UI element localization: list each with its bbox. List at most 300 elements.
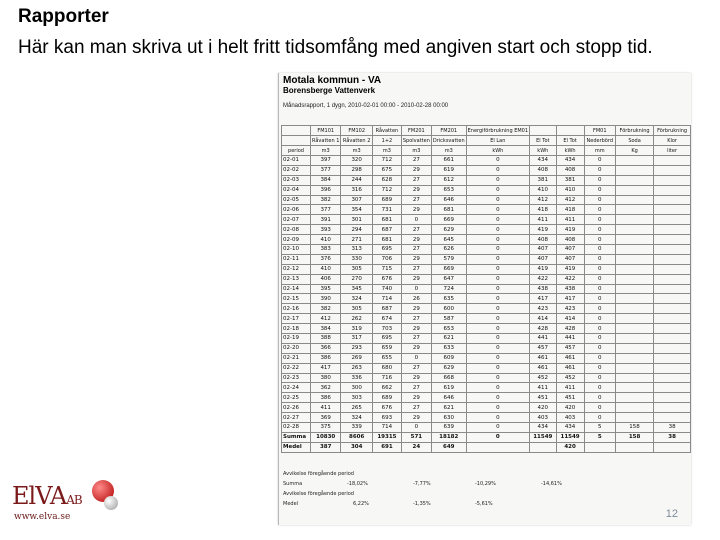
table-cell: 434 xyxy=(556,156,584,166)
table-cell: 408 xyxy=(556,165,584,175)
table-cell: 629 xyxy=(431,225,466,235)
table-cell xyxy=(615,393,653,403)
table-cell: 0 xyxy=(466,235,529,245)
table-cell: 0 xyxy=(466,413,529,423)
page-number: 12 xyxy=(665,508,678,520)
table-cell: 434 xyxy=(530,423,557,433)
table-cell: 381 xyxy=(556,175,584,185)
table-header-row xyxy=(282,136,691,146)
table-cell: 0 xyxy=(584,245,615,255)
table-cell: 600 xyxy=(431,304,466,314)
table-cell: 646 xyxy=(431,393,466,403)
table-cell: 345 xyxy=(341,284,373,294)
table-cell: 298 xyxy=(341,165,373,175)
table-cell: 646 xyxy=(431,195,466,205)
table-cell: 02-01 xyxy=(282,156,311,166)
table-cell xyxy=(615,363,653,373)
table-cell xyxy=(615,215,653,225)
table-cell: 244 xyxy=(341,175,373,185)
table-cell: 434 xyxy=(530,156,557,166)
table-cell: 706 xyxy=(372,254,401,264)
table-cell: 630 xyxy=(431,413,466,423)
table-cell xyxy=(615,225,653,235)
table-row xyxy=(282,156,691,166)
table-header-cell: Råvatten 2 xyxy=(341,136,373,146)
table-cell: 687 xyxy=(372,304,401,314)
table-cell xyxy=(654,373,691,383)
table-cell: 0 xyxy=(584,235,615,245)
table-cell xyxy=(615,274,653,284)
table-cell xyxy=(654,205,691,215)
table-cell: 19315 xyxy=(372,432,401,442)
table-cell: 681 xyxy=(372,215,401,225)
table-cell: 305 xyxy=(341,264,373,274)
table-cell: 02-11 xyxy=(282,254,311,264)
table-cell: 02-10 xyxy=(282,245,311,255)
table-cell: 0 xyxy=(466,314,529,324)
table-row xyxy=(282,245,691,255)
table-cell: 304 xyxy=(341,442,373,452)
scanned-report xyxy=(278,73,691,525)
table-header-cell xyxy=(556,126,584,136)
table-cell: 382 xyxy=(311,304,341,314)
table-cell: 27 xyxy=(401,156,431,166)
table-row xyxy=(282,284,691,294)
table-cell: 621 xyxy=(431,403,466,413)
table-cell: 0 xyxy=(466,274,529,284)
table-row xyxy=(282,432,691,442)
table-cell: 414 xyxy=(530,314,557,324)
slide-subtitle: Här kan man skriva ut i helt fritt tidsomfång med angiven start och stopp tid. xyxy=(18,37,653,58)
table-cell: 387 xyxy=(311,442,341,452)
table-cell: 26 xyxy=(401,294,431,304)
table-cell: 369 xyxy=(311,413,341,423)
table-cell: 669 xyxy=(431,215,466,225)
table-cell: 366 xyxy=(311,343,341,353)
table-header-cell: FM201 xyxy=(401,126,431,136)
table-cell: 0 xyxy=(584,215,615,225)
table-cell xyxy=(654,442,691,452)
table-cell: 317 xyxy=(341,334,373,344)
table-cell: 0 xyxy=(466,403,529,413)
table-cell: 461 xyxy=(556,353,584,363)
table-cell: 715 xyxy=(372,264,401,274)
table-header-cell: Förbrukning xyxy=(615,126,653,136)
table-cell: 740 xyxy=(372,284,401,294)
table-cell: 270 xyxy=(341,274,373,284)
report-header xyxy=(283,75,448,111)
report-plant: Borensberge Vattenverk xyxy=(283,86,376,95)
table-cell: 407 xyxy=(530,254,557,264)
footer-medel-label: Medel xyxy=(283,501,299,507)
table-row xyxy=(282,343,691,353)
footer-summa-value: -14,61% xyxy=(541,481,562,487)
table-cell: 0 xyxy=(401,284,431,294)
table-cell: 0 xyxy=(584,175,615,185)
table-cell: 579 xyxy=(431,254,466,264)
table-cell: 674 xyxy=(372,314,401,324)
table-header-cell: El Tot xyxy=(556,136,584,146)
table-cell: 0 xyxy=(584,185,615,195)
table-cell: 0 xyxy=(584,413,615,423)
table-cell: Summa xyxy=(282,432,311,442)
table-header-cell: liter xyxy=(654,146,691,156)
table-cell xyxy=(654,304,691,314)
table-cell: 384 xyxy=(311,324,341,334)
table-cell: 662 xyxy=(372,383,401,393)
table-cell: 438 xyxy=(556,284,584,294)
table-header-cell: m3 xyxy=(372,146,401,156)
table-cell: 451 xyxy=(556,393,584,403)
table-cell: 29 xyxy=(401,373,431,383)
table-cell: 438 xyxy=(530,284,557,294)
table-cell: 0 xyxy=(466,304,529,314)
table-cell xyxy=(615,195,653,205)
table-header-cell: m3 xyxy=(431,146,466,156)
table-cell: 0 xyxy=(466,156,529,166)
table-row xyxy=(282,324,691,334)
table-cell xyxy=(530,442,557,452)
table-cell xyxy=(615,235,653,245)
table-cell: 403 xyxy=(530,413,557,423)
table-cell: 724 xyxy=(431,284,466,294)
table-cell xyxy=(615,304,653,314)
table-cell: 461 xyxy=(530,363,557,373)
table-cell: 461 xyxy=(530,353,557,363)
table-cell: 0 xyxy=(584,324,615,334)
table-cell: 659 xyxy=(372,343,401,353)
table-cell: 0 xyxy=(584,373,615,383)
table-cell xyxy=(615,413,653,423)
report-organization: Motala kommun - VA xyxy=(283,75,382,86)
table-cell: 661 xyxy=(431,156,466,166)
table-cell: 0 xyxy=(466,165,529,175)
table-cell xyxy=(615,324,653,334)
table-cell: 02-08 xyxy=(282,225,311,235)
table-cell: 420 xyxy=(556,442,584,452)
table-header-cell: Förbrukning xyxy=(654,126,691,136)
table-cell: 0 xyxy=(466,254,529,264)
table-cell xyxy=(654,175,691,185)
table-cell: 0 xyxy=(401,353,431,363)
table-cell: 411 xyxy=(556,215,584,225)
table-cell: 0 xyxy=(584,225,615,235)
table-cell: 0 xyxy=(584,343,615,353)
table-cell: 158 xyxy=(615,423,653,433)
table-cell: 675 xyxy=(372,165,401,175)
table-cell xyxy=(615,383,653,393)
table-cell: 419 xyxy=(556,264,584,274)
table-cell: 300 xyxy=(341,383,373,393)
table-cell: 29 xyxy=(401,165,431,175)
table-cell: 0 xyxy=(466,185,529,195)
table-cell: 02-24 xyxy=(282,383,311,393)
table-cell xyxy=(654,393,691,403)
table-cell: 27 xyxy=(401,264,431,274)
table-cell: 0 xyxy=(584,264,615,274)
footer-summa-label: Summa xyxy=(283,481,303,487)
table-cell: 653 xyxy=(431,324,466,334)
table-header-cell: period xyxy=(282,146,311,156)
table-cell: 647 xyxy=(431,274,466,284)
table-cell: 418 xyxy=(556,205,584,215)
table-header-cell: mm xyxy=(584,146,615,156)
table-cell xyxy=(654,363,691,373)
table-cell: 669 xyxy=(431,264,466,274)
footer-medel-value: -1,35% xyxy=(413,501,431,507)
table-cell: 301 xyxy=(341,215,373,225)
table-cell: 418 xyxy=(530,205,557,215)
table-cell xyxy=(654,254,691,264)
table-header-cell: 1+2 xyxy=(372,136,401,146)
table-cell: 695 xyxy=(372,245,401,255)
table-cell: 411 xyxy=(530,383,557,393)
table-cell: 38 xyxy=(654,432,691,442)
table-cell: 390 xyxy=(311,294,341,304)
table-cell: 29 xyxy=(401,205,431,215)
table-cell: 29 xyxy=(401,254,431,264)
table-cell: 0 xyxy=(466,294,529,304)
table-row xyxy=(282,235,691,245)
table-header-cell: Kg xyxy=(615,146,653,156)
table-cell: 0 xyxy=(466,215,529,225)
table-cell: 24 xyxy=(401,442,431,452)
table-cell: 408 xyxy=(530,165,557,175)
table-cell: 712 xyxy=(372,156,401,166)
table-cell: 0 xyxy=(466,373,529,383)
table-cell: 716 xyxy=(372,373,401,383)
table-cell: 407 xyxy=(530,245,557,255)
table-cell xyxy=(615,165,653,175)
table-header-cell: FM01 xyxy=(584,126,615,136)
table-cell: 452 xyxy=(556,373,584,383)
slide-title: Rapporter xyxy=(18,6,109,27)
table-row xyxy=(282,274,691,284)
table-row xyxy=(282,403,691,413)
table-cell xyxy=(615,314,653,324)
table-cell xyxy=(654,225,691,235)
table-cell xyxy=(615,254,653,264)
table-cell: 375 xyxy=(311,423,341,433)
table-cell: 587 xyxy=(431,314,466,324)
table-cell: 417 xyxy=(311,363,341,373)
table-cell: 0 xyxy=(584,254,615,264)
table-cell: 5 xyxy=(584,432,615,442)
table-cell: 689 xyxy=(372,195,401,205)
table-cell: 27 xyxy=(401,403,431,413)
table-row xyxy=(282,254,691,264)
table-cell xyxy=(654,264,691,274)
table-cell: 02-14 xyxy=(282,284,311,294)
table-cell: 0 xyxy=(466,324,529,334)
table-cell xyxy=(615,205,653,215)
table-cell xyxy=(615,185,653,195)
table-cell: 695 xyxy=(372,334,401,344)
table-header-cell: Råvatten 1 xyxy=(312,137,340,144)
footer-prev-label: Avvikelse föregående period xyxy=(283,471,354,477)
table-cell: 02-07 xyxy=(282,215,311,225)
table-cell xyxy=(654,343,691,353)
table-cell: 457 xyxy=(556,343,584,353)
table-row xyxy=(282,334,691,344)
table-cell: 18182 xyxy=(431,432,466,442)
table-cell: 655 xyxy=(372,353,401,363)
table-cell: 621 xyxy=(431,334,466,344)
table-cell: 649 xyxy=(431,442,466,452)
table-cell xyxy=(615,343,653,353)
table-cell: 396 xyxy=(311,185,341,195)
table-cell: 0 xyxy=(401,423,431,433)
table-cell: 02-16 xyxy=(282,304,311,314)
table-cell: 02-26 xyxy=(282,403,311,413)
table-header-cell: Råvatten xyxy=(372,126,401,136)
table-cell: 27 xyxy=(401,245,431,255)
table-header-cell xyxy=(530,126,557,136)
table-cell: 0 xyxy=(466,423,529,433)
table-cell: 354 xyxy=(341,205,373,215)
table-cell xyxy=(654,274,691,284)
table-cell: 441 xyxy=(556,334,584,344)
table-cell: 388 xyxy=(311,334,341,344)
table-cell: 410 xyxy=(530,185,557,195)
table-cell xyxy=(654,314,691,324)
table-row xyxy=(282,185,691,195)
table-cell: 320 xyxy=(341,156,373,166)
table-cell: 0 xyxy=(584,156,615,166)
table-cell: 02-28 xyxy=(282,423,311,433)
table-cell: 629 xyxy=(431,363,466,373)
table-cell: 29 xyxy=(401,274,431,284)
table-cell: 452 xyxy=(530,373,557,383)
table-header-cell: kWh xyxy=(466,146,529,156)
table-cell: 0 xyxy=(584,195,615,205)
table-cell: 0 xyxy=(466,343,529,353)
table-cell: 397 xyxy=(311,156,341,166)
table-cell: 619 xyxy=(431,165,466,175)
table-row xyxy=(282,383,691,393)
table-cell xyxy=(654,165,691,175)
footer-summa-value: -10,29% xyxy=(475,481,496,487)
table-cell: 628 xyxy=(372,175,401,185)
table-cell: 414 xyxy=(556,314,584,324)
table-cell: 29 xyxy=(401,393,431,403)
table-header-cell: m3 xyxy=(341,146,373,156)
table-cell xyxy=(654,413,691,423)
table-cell: 02-05 xyxy=(282,195,311,205)
footer-medel-row xyxy=(283,501,683,507)
table-cell: 393 xyxy=(311,225,341,235)
table-cell: 27 xyxy=(401,314,431,324)
table-cell: 571 xyxy=(401,432,431,442)
table-header-cell: m3 xyxy=(401,146,431,156)
table-cell: 0 xyxy=(466,363,529,373)
table-header-cell: kWh xyxy=(556,146,584,156)
table-header-cell: El Tot xyxy=(530,136,557,146)
table-cell: 0 xyxy=(584,334,615,344)
table-cell: 714 xyxy=(372,294,401,304)
table-cell: 29 xyxy=(401,413,431,423)
footer-medel-value: -5,61% xyxy=(475,501,493,507)
table-cell: 633 xyxy=(431,343,466,353)
table-cell: 420 xyxy=(530,403,557,413)
table-cell: 0 xyxy=(584,205,615,215)
table-cell: 29 xyxy=(401,304,431,314)
table-header-row xyxy=(282,146,691,156)
table-cell: Medel xyxy=(282,442,311,452)
report-period: Månadsrapport, 1 dygn, 2010-02-01 00:00 - 2010-02-28 00:00 xyxy=(283,103,449,109)
table-cell: 731 xyxy=(372,205,401,215)
table-cell: 330 xyxy=(341,254,373,264)
table-cell: 29 xyxy=(401,235,431,245)
table-cell: 263 xyxy=(341,363,373,373)
table-cell: 29 xyxy=(401,185,431,195)
table-cell: 316 xyxy=(341,185,373,195)
table-cell: 377 xyxy=(311,165,341,175)
table-cell: 02-09 xyxy=(282,235,311,245)
table-cell xyxy=(654,284,691,294)
footer-medel-value: 6,22% xyxy=(353,501,369,507)
table-cell xyxy=(615,175,653,185)
table-header-cell: El Lan xyxy=(466,136,529,146)
table-row xyxy=(282,413,691,423)
table-cell: 02-17 xyxy=(282,314,311,324)
table-cell: 382 xyxy=(311,195,341,205)
table-cell: 362 xyxy=(311,383,341,393)
table-cell: 11549 xyxy=(556,432,584,442)
table-cell: 386 xyxy=(311,353,341,363)
table-row xyxy=(282,225,691,235)
table-cell xyxy=(654,324,691,334)
table-cell: 336 xyxy=(341,373,373,383)
table-cell: 410 xyxy=(311,235,341,245)
table-cell: 626 xyxy=(431,245,466,255)
table-cell: 423 xyxy=(530,304,557,314)
footer-prev-label-2: Avvikelse föregående period xyxy=(283,491,354,497)
table-cell: 380 xyxy=(311,373,341,383)
table-cell: 307 xyxy=(341,195,373,205)
table-cell: 612 xyxy=(431,175,466,185)
table-cell: 0 xyxy=(584,314,615,324)
table-header-cell: Soda xyxy=(615,136,653,146)
table-cell: 635 xyxy=(431,294,466,304)
table-header-cell: Klor xyxy=(654,136,691,146)
table-cell: 681 xyxy=(431,205,466,215)
table-cell: 680 xyxy=(372,363,401,373)
table-cell xyxy=(466,442,529,452)
table-cell: 0 xyxy=(584,363,615,373)
table-cell xyxy=(654,156,691,166)
table-cell: 714 xyxy=(372,423,401,433)
table-cell: 422 xyxy=(530,274,557,284)
table-cell: 0 xyxy=(584,284,615,294)
table-cell xyxy=(654,195,691,205)
table-cell xyxy=(654,245,691,255)
table-cell: 411 xyxy=(311,403,341,413)
logo-wordmark xyxy=(12,482,82,510)
table-cell: 02-27 xyxy=(282,413,311,423)
table-cell: 410 xyxy=(556,185,584,195)
table-cell: 262 xyxy=(341,314,373,324)
footer-summa-value: -18,02% xyxy=(347,481,368,487)
table-cell: 324 xyxy=(341,413,373,423)
table-header-cell: kWh xyxy=(530,146,557,156)
table-cell: 0 xyxy=(584,383,615,393)
table-cell: 02-02 xyxy=(282,165,311,175)
table-cell: 639 xyxy=(431,423,466,433)
table-cell: 703 xyxy=(372,324,401,334)
table-cell xyxy=(654,403,691,413)
logo-suffix: AB xyxy=(66,493,82,507)
